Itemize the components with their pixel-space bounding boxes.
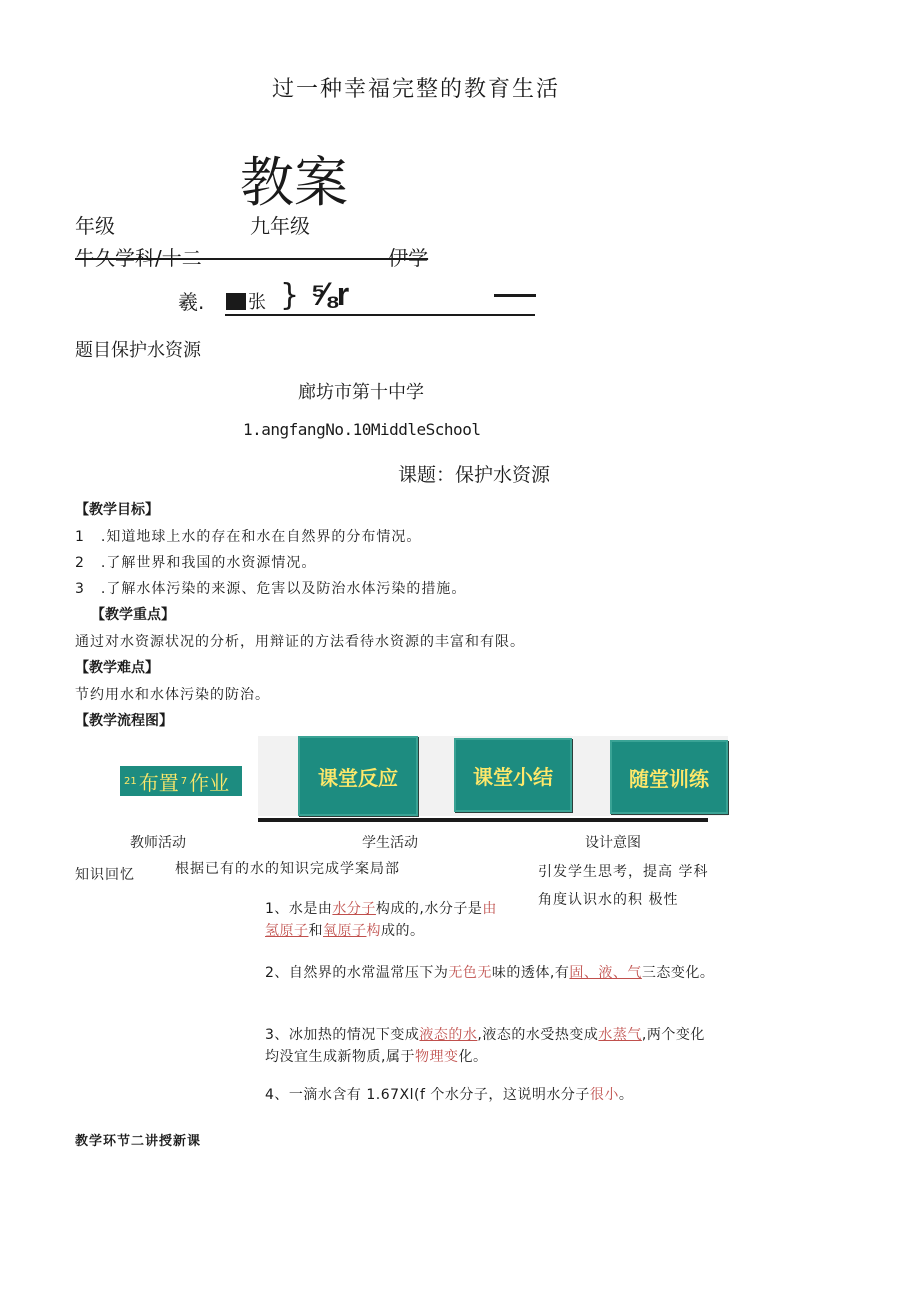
question-2 [265, 962, 715, 984]
question-3 [265, 1024, 715, 1068]
subject-line: 牛久学科/十二 —————————伊学 [75, 246, 429, 270]
difficulties-text: 节约用水和水体污染的防治。 [75, 687, 270, 703]
teacher-name [226, 288, 266, 314]
q-answer: 氧原子 [323, 923, 367, 939]
next-section: 教学环节二讲授新课 [75, 1134, 202, 1149]
q-text: ,液态的水受热变成 [477, 1027, 599, 1043]
q-answer: 水蒸气 [598, 1027, 642, 1043]
objective-text: .了解世界和我国的水资源情况。 [100, 555, 317, 571]
question-1 [265, 898, 515, 942]
q-text: 和 [308, 923, 323, 939]
q-answer: 固、液、气 [569, 965, 642, 981]
q-text: 成的。 [381, 923, 425, 939]
flow-box-label: 布置 [138, 770, 179, 795]
objectives-heading: 【教学目标】 [75, 502, 159, 518]
q-text: 味的透体,有 [491, 965, 570, 981]
objective-item [75, 526, 421, 546]
topic-line: 题目保护水资源 [75, 340, 201, 361]
q-answer: 水分子 [332, 901, 376, 917]
q-text: 三态变化。 [641, 965, 715, 981]
review-label: 知识回忆 [75, 867, 135, 883]
difficulties-heading: 【教学难点】 [75, 660, 159, 676]
column-student: 学生活动 [362, 835, 418, 851]
signature: ⅝r [310, 276, 350, 312]
grade-label: 年级 [75, 214, 115, 238]
review-instruction: 根据已有的水的知识完成学案局部 [175, 861, 400, 877]
q-text: 1、水是由 [265, 901, 333, 917]
q-text: 构成的,水分子是 [375, 901, 483, 917]
q-answer: 无色无 [448, 965, 492, 981]
redaction-block [226, 293, 246, 310]
teacher-underline [225, 314, 535, 316]
review-intent: 引发学生思考，提高 学科角度认识水的积 极性 [538, 864, 709, 908]
flow-box-homework [120, 766, 242, 796]
q-answer: 氢原子 [265, 923, 309, 939]
objective-num: 3 [75, 581, 85, 597]
teacher-char: 张 [248, 292, 266, 313]
q-answer: 液态的水 [419, 1027, 478, 1043]
objective-text: .知道地球上水的存在和水在自然界的分布情况。 [100, 529, 422, 545]
brace-mark: } [280, 278, 300, 313]
q-answer: 构 [366, 923, 381, 939]
flow-box-feedback: 课堂反应 [298, 736, 418, 816]
question-4 [265, 1084, 715, 1106]
grade-value: 九年级 [250, 214, 310, 238]
column-intent: 设计意图 [585, 835, 641, 851]
q-text: 4、一滴水含有 1.67Xl(f 个水分子，这说明水分子 [265, 1087, 590, 1103]
q-text: ,两个变化均没宜生成新物质,属于 [265, 1027, 705, 1065]
key-points-text: 通过对水资源状况的分析，用辩证的方法看待水资源的丰富和有限。 [75, 634, 525, 650]
school-name-en: 1.angfangNo.10MiddleSchool [243, 420, 481, 439]
course-title: 课题：保护水资源 [398, 464, 551, 486]
q-text: 3、冰加热的情况下变成 [265, 1027, 420, 1043]
teacher-prefix: 羲. [178, 290, 205, 314]
flow-box-practice: 随堂训练 [610, 740, 728, 814]
key-points-heading: 【教学重点】 [91, 607, 175, 623]
doc-title: 教案 [240, 151, 348, 214]
flowchart-heading: 【教学流程图】 [75, 713, 173, 729]
q-text: 化。 [458, 1049, 488, 1065]
teacher-dash [494, 294, 536, 297]
q-answer: 物理变 [414, 1049, 459, 1065]
objective-text: .了解水体污染的来源、危害以及防治水体污染的措施。 [100, 581, 467, 597]
flow-box-summary: 课堂小结 [454, 738, 572, 812]
objective-num: 2 [75, 555, 85, 571]
q-text: 。 [618, 1087, 634, 1103]
q-answer: 由 [482, 901, 497, 917]
q-answer: 很小 [589, 1087, 619, 1103]
q-text: 2、自然界的水常温常压下为 [265, 965, 449, 981]
motto: 过一种幸福完整的教育生活 [272, 77, 561, 102]
objective-item [75, 578, 466, 598]
flow-box-mid: 7 [180, 775, 188, 787]
school-name-cn: 廊坊市第十中学 [298, 382, 424, 403]
objective-item [75, 552, 316, 572]
column-teacher: 教师活动 [130, 835, 186, 851]
flowchart-baseline [258, 818, 708, 822]
objective-num: 1 [75, 529, 85, 545]
flow-box-prefix: 21 [124, 775, 137, 787]
flow-box-label2: 作业 [189, 770, 230, 795]
